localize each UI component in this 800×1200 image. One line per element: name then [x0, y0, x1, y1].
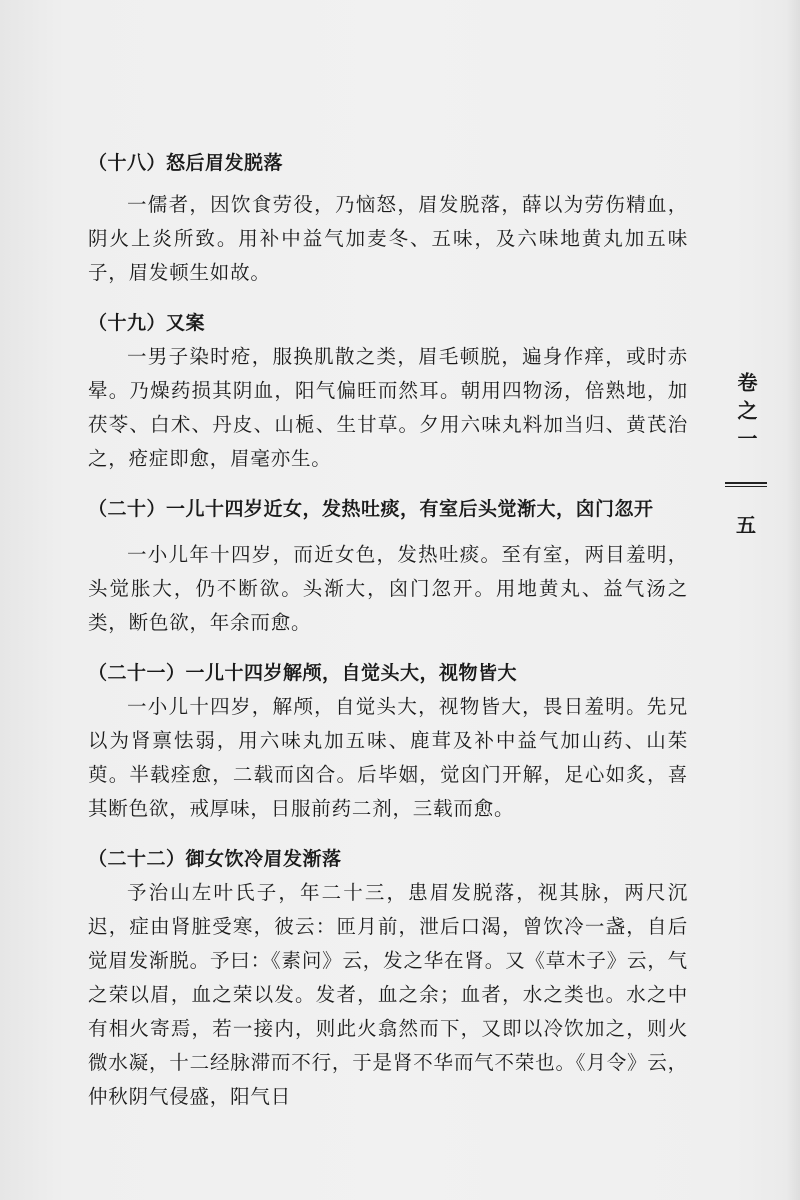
section-paragraph: 一小儿年十四岁，而近女色，发热吐痰。至有室，两目羞明，头觉胀大，仍不断欲。头渐大，囟门忽开。用地黄丸、益气汤之类，断色欲，年余而愈。	[88, 543, 688, 634]
section-paragraph: 一男子染时疮，服换肌散之类，眉毛顿脱，遍身作痒，或时赤晕。乃燥药损其阴血，阳气偏旺而然耳。朝用四物汤，倍熟地，加茯苓、白术、丹皮、山栀、生甘草。夕用六味丸料加当归、黄芪治之，疮症即愈，眉毫亦生。	[88, 345, 688, 470]
section-heading: （十八）怒后眉发脱落	[88, 152, 284, 174]
margin-running-head	[716, 360, 776, 538]
case-section-18	[88, 146, 688, 290]
page-body	[88, 146, 688, 1130]
case-section-22	[88, 842, 688, 1114]
section-heading: （十九）又案	[88, 312, 206, 334]
section-heading: （二十）一儿十四岁近女，发热吐痰，有室后头觉渐大，囟门忽开	[88, 498, 654, 520]
section-heading: （二十二）御女饮冷眉发渐落	[88, 848, 342, 870]
section-paragraph: 予治山左叶氏子，年二十三，患眉发脱落，视其脉，两尺沉迟，症由肾脏受寒，彼云：匝月前，泄后口渴，曾饮冷一盏，自后觉眉发渐脱。予曰：《素问》云，发之华在肾。又《草木子》云，气之荣以眉，血之荣以发。发者，血之余；血者，水之类也。水之中有相火寄焉，若一接内，则此火翕然而下，又即以冷饮加之，则火微水凝，十二经脉滞而不行，于是肾不华而气不荣也。《月令》云，仲秋阴气侵盛，阳气日	[88, 881, 688, 1108]
margin-divider	[725, 482, 767, 487]
volume-label: 卷之一	[734, 372, 758, 456]
section-heading: （二十一）一儿十四岁解颅，自觉头大，视物皆大	[88, 662, 518, 684]
section-paragraph: 一小儿十四岁，解颅，自觉头大，视物皆大，畏日羞明。先兄以为肾禀怯弱，用六味丸加五味、鹿茸及补中益气加山药、山茱萸。半载痊愈，二载而囟合。后毕姻，觉囟门开解，足心如炙，喜其断色欲，戒厚味，日服前药二剂，三载而愈。	[88, 695, 688, 820]
case-section-21	[88, 656, 688, 826]
case-section-20	[88, 492, 688, 640]
case-section-19	[88, 306, 688, 476]
section-paragraph: 一儒者，因饮食劳役，乃恼怒，眉发脱落，薛以为劳伤精血，阴火上炎所致。用补中益气加麦冬、五味，及六味地黄丸加五味子，眉发顿生如故。	[88, 193, 688, 284]
page-edge-shadow	[786, 0, 800, 1200]
page-number: 五	[736, 513, 756, 537]
